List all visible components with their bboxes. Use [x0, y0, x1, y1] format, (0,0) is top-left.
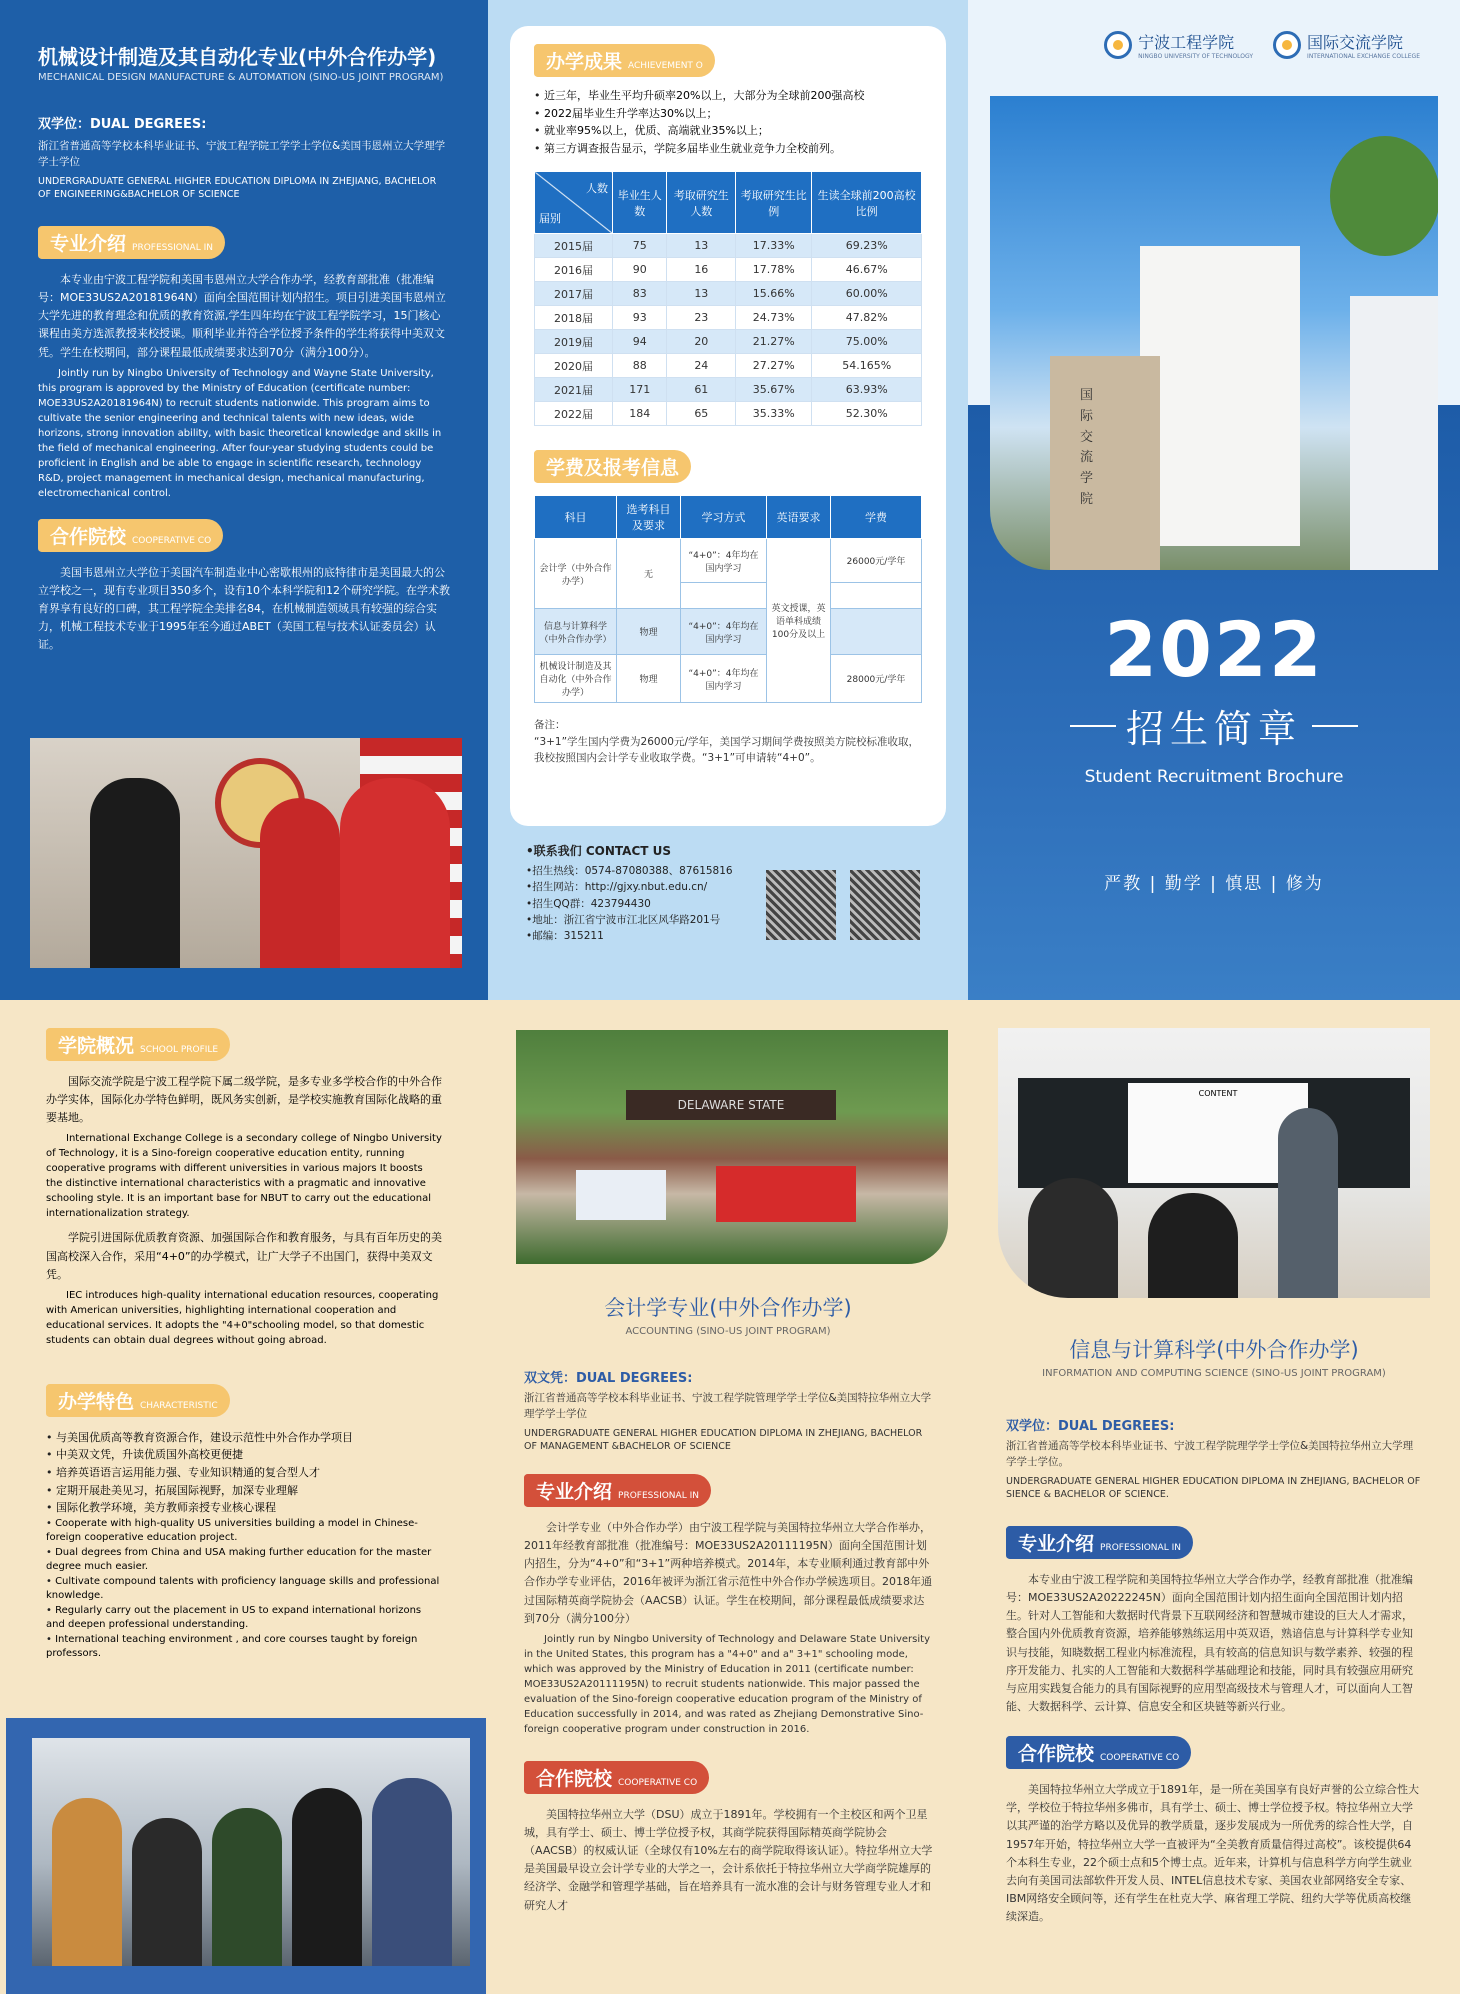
mech-dual-en: UNDERGRADUATE GENERAL HIGHER EDUCATION DIPLOMA IN ZHEJIANG, BACHELOR OF ENGINEERING&BACHELOR OF SCIENCE	[38, 175, 437, 201]
fee-note-head: 备注：	[534, 719, 566, 732]
profile-tag	[46, 1028, 230, 1061]
mech-title: 机械设计制造及其自动化专业(中外合作办学)	[38, 45, 437, 69]
acct-coop-cn: 美国特拉华州立大学（DSU）成立于1891年。学校拥有一个主校区和两个卫星城，具有学士、硕士、博士学位授予权，其商学院获得国际精英商学院协会（AACSB）的权威认证（全球仅有10%左右的商学院取得该认证）。特拉华州立大学是美国最早设立会计学专业的大学之一，会计系依托于特拉华州立大学商学院雄厚的经济学、金融学和管理学基础，旨在培养具有一流水准的会计与财务管理专业人才和研究人才	[524, 1807, 933, 1912]
panel-info-computing	[968, 1000, 1460, 1994]
table-cell: 26000元/学年	[831, 539, 922, 583]
table-cell: “4+0”：4年均在国内学习	[681, 655, 767, 703]
results-tag	[534, 44, 715, 77]
teacher-figure	[1278, 1108, 1338, 1298]
panel-cover	[968, 0, 1460, 1000]
cover-title-en: Student Recruitment Brochure	[1084, 767, 1344, 787]
graduate-figure	[90, 778, 180, 968]
table-row	[535, 234, 922, 258]
table-cell: 75	[613, 234, 667, 258]
table-cell: 28000元/学年	[831, 655, 922, 703]
profile-cn-2: 学院引进国际优质教育资源、加强国际合作和教育服务，与具有百年历史的美国高校深入合作，采用“4+0”的办学模式，让广大学子不出国门，获得中美双文凭。	[46, 1231, 442, 1281]
table-cell: 35.67%	[736, 378, 812, 402]
table-header: 选考科目及要求	[617, 496, 681, 539]
tag-label: 合作院校	[536, 1767, 613, 1790]
table-cell	[681, 583, 767, 609]
classroom-photo	[998, 1028, 1430, 1298]
mech-intro-en: Jointly run by Ningbo University of Technology and Wayne State University, this program is approved by the Ministry of Education (certificate number: MOE33US2A20181964N) to recruit students nationwide. This program aims to cultivate the senior engineering and technical talents with new ideas, wide horizons, strong innovation ability, with basic theoretical knowledge and skills in the field of mechanical engineering. After four-year studying students could be proficient in English and be able to engage in scientific research, technology R&D, project management in mechanical design, mechanical manufacturing, electromechanical control.	[38, 367, 442, 499]
cover-title: 招生简章	[1125, 707, 1302, 751]
table-cell	[831, 583, 922, 609]
table-cell: 13	[667, 282, 736, 306]
table-cell: 2018届	[535, 306, 613, 330]
mech-dual-cn: 浙江省普通高等学校本科毕业证书、宁波工程学院工学学士学位&美国韦恩州立大学理学学士学位	[38, 140, 446, 169]
list-item: • Cooperate with high-quality US universities building a model in Chinese-foreign cooperative education project.	[46, 1517, 442, 1546]
tag-label: 专业介绍	[50, 233, 127, 256]
cover-year: 2022	[1104, 605, 1324, 694]
student-figure	[132, 1818, 202, 1966]
list-item: • 与美国优质高等教育资源合作，建设示范性中外合作办学项目	[46, 1429, 442, 1447]
list-item: • Regularly carry out the placement in US to expand international horizons and deepen professional understanding.	[46, 1604, 442, 1633]
ics-tag-intro	[1006, 1526, 1193, 1559]
table-cell: 物理	[617, 609, 681, 655]
table-cell: 17.33%	[736, 234, 812, 258]
table-cell: 60.00%	[812, 282, 922, 306]
qr-code-icon[interactable]	[850, 870, 920, 940]
table-header: 科目	[535, 496, 617, 539]
table-cell: 90	[613, 258, 667, 282]
list-item: • 2022届毕业生升学率达30%以上；	[534, 105, 922, 123]
tag-label-en: COOPERATIVE CO	[132, 535, 212, 546]
table-row	[535, 306, 922, 330]
acct-intro-cn: 会计学专业（中外合作办学）由宁波工程学院与美国特拉华州立大学合作举办，2011年经教育部批准（批准编号：MOE33US2A20111195N）面向全国范围计划内招生，分为“4+0”和“3+1”两种培养模式。2014年，本专业顺利通过教育部中外合作办学专业评估，2016年被评为浙江省示范性中外合作办学候选项目。2018年通过国际精英商学院协会（AACSB）认证。学生在校期间，部分课程最低成绩要求达到70分（满分100分）	[524, 1521, 932, 1625]
table-header: 毕业生人数	[613, 172, 667, 234]
table-cell: 2019届	[535, 330, 613, 354]
title-rule	[1312, 725, 1358, 727]
table-header: 考取研究生人数	[667, 172, 736, 234]
fee-table	[534, 495, 922, 703]
list-item: • 中美双文凭，升读优质国外高校更便捷	[46, 1446, 442, 1464]
motto-word: 修为	[1285, 874, 1324, 894]
table-cell: 27.27%	[736, 354, 812, 378]
table-header: 学费	[831, 496, 922, 539]
mech-tag-coop	[38, 519, 223, 552]
table-row	[535, 402, 922, 426]
table-cell: 24	[667, 354, 736, 378]
tag-label-en: ACHIEVEMENT O	[628, 61, 703, 71]
list-item: • 定期开展赴美见习，拓展国际视野，加深专业理解	[46, 1482, 442, 1500]
table-cell: 61	[667, 378, 736, 402]
table-cell: 65	[667, 402, 736, 426]
list-item: • Cultivate compound talents with proficiency language skills and professional knowledge.	[46, 1575, 442, 1604]
tag-label: 办学特色	[58, 1390, 135, 1413]
students-photo	[32, 1738, 470, 1966]
table-row	[535, 330, 922, 354]
table-cell: 17.78%	[736, 258, 812, 282]
ics-tag-coop	[1006, 1736, 1191, 1769]
student-figure	[1148, 1193, 1238, 1298]
corner-top: 人数	[586, 181, 608, 195]
banner-white	[576, 1170, 666, 1220]
tag-label-en: SCHOOL PROFILE	[140, 1045, 219, 1055]
table-cell: “4+0”：4年均在国内学习	[681, 609, 767, 655]
contact-line: •地址：浙江省宁波市江北区风华路201号	[526, 913, 721, 926]
tag-label-en: PROFESSIONAL IN	[618, 1491, 699, 1502]
results-table	[534, 171, 922, 426]
table-cell: 20	[667, 330, 736, 354]
table-cell: “4+0”：4年均在国内学习	[681, 539, 767, 583]
table-cell: 69.23%	[812, 234, 922, 258]
ics-dual-head: 双学位：DUAL DEGREES:	[1006, 1419, 1175, 1434]
table-cell: 83	[613, 282, 667, 306]
acct-title-en: ACCOUNTING (SINO-US JOINT PROGRAM)	[625, 1326, 831, 1337]
logo-text: 国际交流学院	[1307, 33, 1404, 52]
table-header: 生读全球前200高校比例	[812, 172, 922, 234]
tag-label-en: CHARACTERISTIC	[140, 1400, 218, 1411]
tag-label: 学费及报考信息	[546, 457, 680, 480]
list-item: • 第三方调查报告显示，学院多届毕业生就业竞争力全校前列。	[534, 140, 922, 158]
side-building	[1350, 296, 1438, 570]
table-cell: 机械设计制造及其自动化（中外合作办学）	[535, 655, 617, 703]
table-corner	[535, 172, 613, 234]
panel-profile	[0, 1000, 488, 1994]
table-row	[535, 282, 922, 306]
table-cell: 2017届	[535, 282, 613, 306]
table-row	[535, 354, 922, 378]
list-item: • Dual degrees from China and USA making further education for the master degree much easier.	[46, 1546, 442, 1575]
table-cell: 184	[613, 402, 667, 426]
table-row	[535, 539, 922, 583]
table-cell: 52.30%	[812, 402, 922, 426]
table-cell: 23	[667, 306, 736, 330]
table-header: 学习方式	[681, 496, 767, 539]
nbut-logo	[1104, 30, 1253, 60]
profile-cn-1: 国际交流学院是宁波工程学院下属二级学院，是多专业多学校合作的中外合作办学实体，国际化办学特色鲜明，既风务实创新，是学校实施教育国际化战略的重要基地。	[46, 1075, 442, 1125]
panel-results	[488, 0, 968, 1000]
mech-intro-cn: 本专业由宁波工程学院和美国韦恩州立大学合作办学，经教育部批准（批准编号：MOE33US2A20181964N）面向全国范围计划内招生。项目引进美国韦恩州立大学先进的教育理念和优质的教育资源,学生四年均在宁波工程学院学习，15门核心课程由美方选派教授来校授课。顺利毕业并符合学位授予条件的学生将获得中美双文凭。学生在校期间，部分课程最低成绩要求达到70分（满分100分）。	[38, 273, 446, 359]
table-header-row	[535, 496, 922, 539]
acct-tag-coop	[524, 1761, 709, 1794]
student-figure	[292, 1788, 362, 1966]
acct-title-block	[488, 1292, 968, 1337]
list-item: • 国际化教学环境，美方教师亲授专业核心课程	[46, 1499, 442, 1517]
fee-note: “3+1”学生国内学费为26000元/学年，美国学习期间学费按照美方院校标准收取，我校按照国内会计学专业收取学费。“3+1”可申请转“4+0”。	[534, 735, 919, 764]
tag-label: 专业介绍	[1018, 1533, 1095, 1556]
list-item: • 培养英语语言运用能力强、专业知识精通的复合型人才	[46, 1464, 442, 1482]
table-cell: 2022届	[535, 402, 613, 426]
professor-figure	[260, 798, 340, 968]
ics-dual-en: UNDERGRADUATE GENERAL HIGHER EDUCATION DIPLOMA IN ZHEJIANG, BACHELOR OF SIENCE & BACHELOR OF SCIENCE.	[1006, 1475, 1421, 1501]
tag-label-en: COOPERATIVE CO	[618, 1777, 698, 1788]
table-cell: 15.66%	[736, 282, 812, 306]
table-cell: 46.67%	[812, 258, 922, 282]
qr-code-icon[interactable]	[766, 870, 836, 940]
tag-label-en: COOPERATIVE CO	[1100, 1753, 1180, 1764]
student-figure	[52, 1798, 122, 1966]
iec-logo	[1273, 30, 1420, 60]
table-header: 英语要求	[767, 496, 831, 539]
table-cell: 63.93%	[812, 378, 922, 402]
table-header: 考取研究生比例	[736, 172, 812, 234]
banner-red	[716, 1166, 856, 1222]
cover-title-row	[968, 698, 1460, 753]
table-cell: 35.33%	[736, 402, 812, 426]
building-photo	[990, 96, 1438, 570]
table-cell: 2021届	[535, 378, 613, 402]
table-cell: 47.82%	[812, 306, 922, 330]
motto-word: 勤学	[1164, 874, 1203, 894]
contact-line: •邮编：315211	[526, 930, 604, 943]
table-row	[535, 258, 922, 282]
table-cell: 英文授课，英语单科成绩100分及以上	[767, 539, 831, 703]
table-cell: 会计学（中外合作办学）	[535, 539, 617, 609]
cover-title-block	[968, 605, 1460, 894]
table-cell: 13	[667, 234, 736, 258]
results-list	[534, 87, 922, 157]
acct-tag-intro	[524, 1474, 711, 1507]
table-cell: 信息与计算科学（中外合作办学）	[535, 609, 617, 655]
student-figure	[212, 1808, 282, 1966]
building-wing	[1140, 246, 1300, 546]
iec-emblem-icon	[1273, 31, 1301, 59]
panel-accounting	[488, 1000, 968, 1994]
table-cell: 171	[613, 378, 667, 402]
features-tag	[46, 1384, 230, 1417]
graduation-photo	[30, 738, 462, 968]
features-list	[46, 1429, 442, 1662]
ics-intro-cn: 本专业由宁波工程学院和美国特拉华州立大学合作办学，经教育部批准（批准编号：MOE33US2A20222245N）面向全国范围计划内招生面向全国范围计划内招生。针对人工智能和大数据时代背景下互联网经济和智慧城市建设的巨大人才需求，整合国内外优质教育资源，培养能够熟练运用中英双语，熟谙信息与计算科学专业知识与技能，知晓数据工程业内标准流程，具有较高的信息知识与数学素养、较强的程序开发能力、扎实的人工智能和大数据科学基础理论和技能，同时具有较强应用研究与应用实践复合能力的具有国际视野的应用型高级技术与管理人才，可以面向人工智能、大数据科学、云计算、信息安全和区块链等新兴行业。	[1006, 1573, 1413, 1714]
table-cell: 54.165%	[812, 354, 922, 378]
ics-title-en: INFORMATION AND COMPUTING SCIENCE (SINO-US JOINT PROGRAM)	[1042, 1368, 1386, 1379]
tag-label-en: PROFESSIONAL IN	[132, 243, 213, 254]
title-rule	[1070, 725, 1116, 727]
tag-label-en: PROFESSIONAL IN	[1100, 1543, 1181, 1554]
ics-dual-cn: 浙江省普通高等学校本科毕业证书、宁波工程学院理学学士学位&美国特拉华州立大学理学学士学位。	[1006, 1440, 1414, 1469]
acct-dual-cn: 浙江省普通高等学校本科毕业证书、宁波工程学院管理学学士学位&美国特拉华州立大学理学学士学位	[524, 1392, 932, 1421]
tag-label: 合作院校	[1018, 1743, 1095, 1766]
qr-codes	[766, 870, 920, 944]
table-cell	[831, 609, 922, 655]
corner-bottom: 届别	[539, 211, 561, 225]
tag-label: 合作院校	[50, 525, 127, 548]
acct-dual-head: 双文凭：DUAL DEGREES:	[524, 1371, 693, 1386]
table-cell: 21.27%	[736, 330, 812, 354]
list-item: • 就业率95%以上，优质、高端就业35%以上；	[534, 122, 922, 140]
contact-head: •联系我们 CONTACT US	[526, 844, 671, 858]
motto-word: 严教	[1104, 874, 1143, 894]
cover-motto: 严教 | 勤学 | 慎思 | 修为	[1104, 874, 1324, 894]
table-cell: 93	[613, 306, 667, 330]
projector-screen: CONTENT	[1128, 1083, 1308, 1183]
table-cell: 94	[613, 330, 667, 354]
acct-title: 会计学专业(中外合作办学)	[604, 1296, 852, 1320]
mech-dual-head: 双学位：DUAL DEGREES:	[38, 117, 207, 132]
tag-label: 专业介绍	[536, 1481, 613, 1504]
tag-label: 办学成果	[546, 51, 623, 73]
nbut-emblem-icon	[1104, 31, 1132, 59]
table-cell: 24.73%	[736, 306, 812, 330]
ics-title: 信息与计算科学(中外合作办学)	[1069, 1338, 1359, 1362]
table-cell: 75.00%	[812, 330, 922, 354]
contact-link[interactable]: •招生网站：http://gjxy.nbut.edu.cn/	[526, 881, 708, 894]
table-row	[535, 378, 922, 402]
mech-title-en: MECHANICAL DESIGN MANUFACTURE & AUTOMATION (SINO-US JOINT PROGRAM)	[38, 72, 444, 83]
logos	[1084, 30, 1420, 60]
motto-word: 慎思	[1225, 874, 1264, 894]
fee-tag	[534, 450, 691, 483]
acct-intro-en: Jointly run by Ningbo University of Technology and Delaware State University in the United States, this program has a "4+0" and a" 3+1" schooling mode, which was approved by the Ministry of Education in 2011 (certificate number: MOE33US2A20111195N) to recruit students nationwide. This major passed the evaluation of the Sino-foreign cooperative education program of the Ministry of Education successfully in 2014, and was rated as Zhejiang Demonstrative Sino-foreign cooperative program under construction in 2016.	[524, 1633, 930, 1735]
logo-text: 宁波工程学院	[1138, 33, 1235, 52]
contact-block	[526, 842, 733, 944]
table-header-row	[535, 172, 922, 234]
mech-coop-cn: 美国韦恩州立大学位于美国汽车制造业中心密歇根州的底特律市是美国最大的公立学校之一，现有专业项目350多个，设有10个本科学院和12个研究学院。在学术教育界享有良好的口碑，其工程学院全美排名84，在机械制造领域具有较强的综合实力，机械工程技术专业于1995年至今通过ABET（美国工程与技术认证委员会）认证。	[38, 565, 450, 652]
table-cell: 2016届	[535, 258, 613, 282]
table-cell: 88	[613, 354, 667, 378]
table-cell: 16	[667, 258, 736, 282]
mech-tag-intro	[38, 226, 225, 259]
acct-dual-en: UNDERGRADUATE GENERAL HIGHER EDUCATION DIPLOMA IN ZHEJIANG, BACHELOR OF MANAGEMENT &BACHELOR OF SCIENCE	[524, 1427, 923, 1453]
group-photo	[516, 1030, 948, 1264]
ics-title-block	[968, 1334, 1460, 1379]
tag-label: 学院概况	[58, 1035, 135, 1057]
panel-mechanical	[0, 0, 488, 1000]
table-cell: 2020届	[535, 354, 613, 378]
professor-figure	[340, 778, 450, 968]
student-figure	[1028, 1178, 1118, 1298]
results-card	[510, 26, 946, 826]
profile-en-2: IEC introduces high-quality international education resources, cooperating with American universities, highlighting international cooperation and educational services. It adopts the "4+0"schooling model, so that domestic students can obtain dual degrees without going abroad.	[46, 1289, 439, 1346]
tree	[1330, 136, 1438, 256]
list-item: • International teaching environment , and core courses taught by foreign professors.	[46, 1633, 442, 1662]
table-cell: 无	[617, 539, 681, 609]
contact-line: •招生QQ群：423794430	[526, 897, 651, 910]
logo-text-en: NINGBO UNIVERSITY OF TECHNOLOGY	[1138, 53, 1254, 60]
list-item: • 近三年，毕业生平均升硕率20%以上，大部分为全球前200强高校	[534, 87, 922, 105]
building-tower	[1050, 356, 1160, 570]
table-cell: 2015届	[535, 234, 613, 258]
table-row	[535, 609, 922, 655]
table-cell: 物理	[617, 655, 681, 703]
logo-text-en: INTERNATIONAL EXCHANGE COLLEGE	[1307, 53, 1420, 60]
building-sign: 国际交流学院	[1080, 388, 1094, 507]
student-figure	[372, 1778, 452, 1966]
photo-sign: DELAWARE STATE	[626, 1090, 836, 1120]
ics-coop-cn: 美国特拉华州立大学成立于1891年，是一所在美国享有良好声誉的公立综合性大学，学校位于特拉华州多佛市，具有学士、硕士、博士学位授予权。特拉华州立大学以其严谨的治学方略以及优异的教学质量，逐步发展成为一所优秀的综合性大学，自1957年开始，特拉华州立大学一直被评为“全美教育质量信得过高校”。该校提供64个本科生专业，22个硕士点和5个博士点。近年来，计算机与信息科学方向学生就业去向有美国司法部软件开发人员、INTEL信息技术专家、美国农业部网络安全专家、IBM网络安全顾问等，还有学生在杜克大学、麻省理工学院、纽约大学等优质高校继续深造。	[1006, 1783, 1419, 1924]
profile-en-1: International Exchange College is a secondary college of Ningbo University of Technology, it is a Sino-foreign cooperative education entity, running cooperative programs with different universities in various majors It boosts the distinctive international characteristics with a pragmatic and innovative schooling style. It is an important base for NBUT to carry out the educational internationalization strategy.	[46, 1133, 442, 1220]
contact-line: •招生热线：0574-87080388、87615816	[526, 865, 733, 877]
